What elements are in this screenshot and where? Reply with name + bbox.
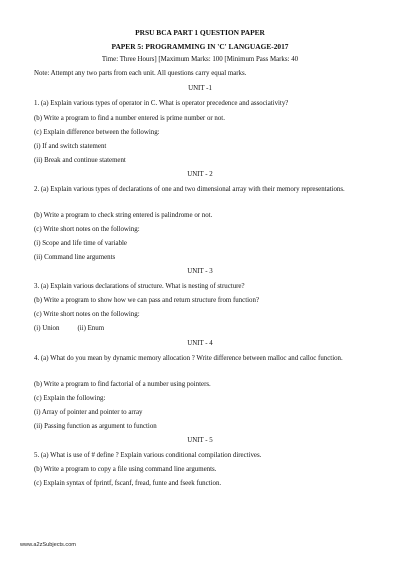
unit-heading: UNIT - 4 <box>187 340 213 347</box>
question-line: (c) Write short notes on the following: <box>34 226 140 233</box>
question-line: 5. (a) What is use of # define ? Explain various conditional compilation directives. <box>34 452 262 459</box>
question-line: (b) Write a program to check string entered is palindrome or not. <box>34 212 213 219</box>
option-enum: (ii) Enum <box>77 325 105 332</box>
question-line: (c) Write short notes on the following: <box>34 311 140 318</box>
time-marks-line: Time: Three Hours] [Maximum Marks: 100 [Minimum Pass Marks: 40 <box>101 56 299 63</box>
question-line: (ii) Command line arguments <box>34 254 116 261</box>
paper-title: PRSU BCA PART 1 QUESTION PAPER <box>135 28 265 37</box>
question-line: (b) Write a program to show how we can pass and return structure from function? <box>34 297 260 304</box>
question-line: 1. (a) Explain various types of operator in C. What is operator precedence and associativity? <box>34 100 289 107</box>
question-line: (b) Write a program to find a number entered is prime number or not. <box>34 115 225 122</box>
instructions-note: Note: Attempt any two parts from each unit. All questions carry equal marks. <box>34 70 247 77</box>
question-line: 3. (a) Explain various declarations of structure. What is nesting of structure? <box>34 283 245 290</box>
unit-heading: UNIT -1 <box>188 85 212 92</box>
question-line: (c) Explain the following: <box>34 395 106 402</box>
question-line: 2. (a) Explain various types of declarations of one and two dimensional array with their memory representations. <box>34 186 345 193</box>
question-line: 4. (a) What do you mean by dynamic memory allocation ? Write difference between malloc and calloc function. <box>34 355 343 362</box>
unit-heading: UNIT - 2 <box>187 171 213 178</box>
unit-heading: UNIT - 3 <box>187 268 213 275</box>
question-line: (c) Explain difference between the following: <box>34 129 160 136</box>
question-line: (b) Write a program to find factorial of a number using pointers. <box>34 381 211 388</box>
option-union: (i) Union <box>34 325 60 332</box>
question-line: (c) Explain syntax of fprintf, fscanf, fread, funte and fseek function. <box>34 480 222 487</box>
question-line <box>34 325 374 334</box>
question-line: (i) Array of pointer and pointer to array <box>34 409 143 416</box>
question-line: (ii) Passing function as argument to function <box>34 423 157 430</box>
question-line: (i) Scope and life time of variable <box>34 240 127 247</box>
question-line: (ii) Break and continue statement <box>34 157 126 164</box>
question-line: (b) Write a program to copy a file using command line arguments. <box>34 466 217 473</box>
question-line: (i) If and switch statement <box>34 143 107 150</box>
unit-heading: UNIT - 5 <box>187 437 213 444</box>
paper-subtitle: PAPER 5: PROGRAMMING IN 'C' LANGUAGE-2017 <box>111 42 289 51</box>
footer-website: www.a2zSubjects.com <box>20 542 76 548</box>
